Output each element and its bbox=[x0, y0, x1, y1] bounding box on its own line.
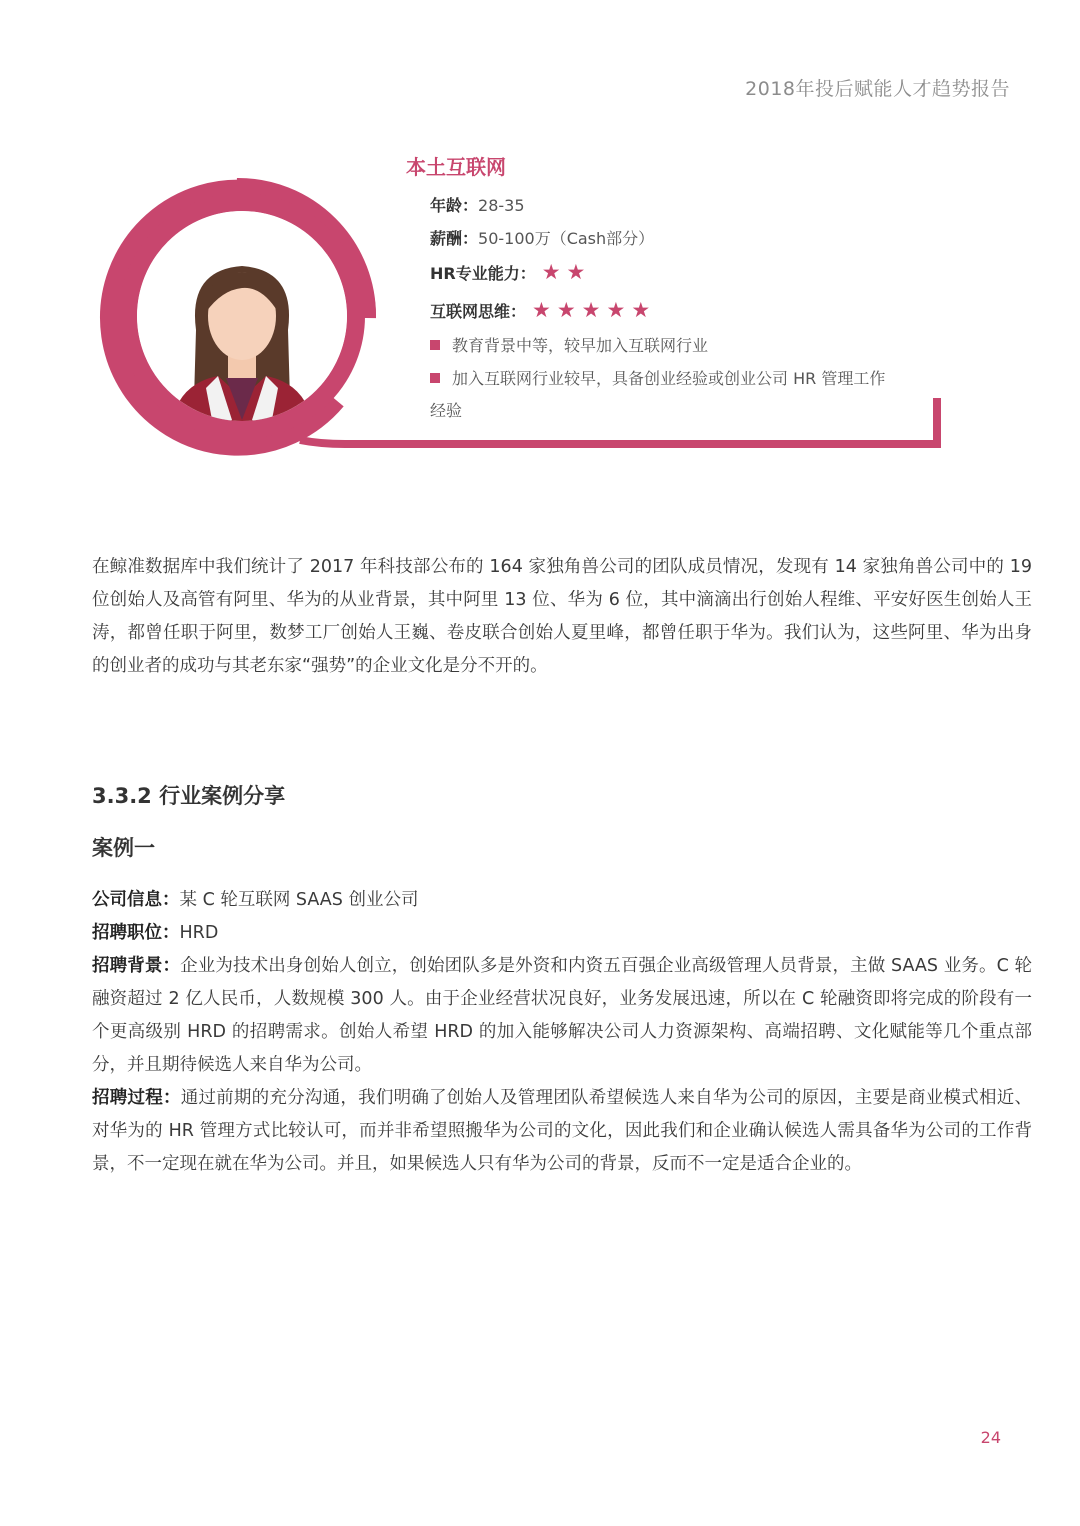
position-label: 招聘职位： bbox=[92, 923, 180, 943]
internet-thinking-stars bbox=[532, 298, 656, 322]
star-icon: ★ bbox=[541, 260, 567, 284]
star-icon: ★ bbox=[581, 298, 607, 322]
process-label: 招聘过程： bbox=[92, 1088, 181, 1108]
process-value: 通过前期的充分沟通，我们明确了创始人及管理团队希望候选人来自华为公司的原因，主要是商业模式相近、对华为的 HR 管理方式比较认可，而并非希望照搬华为公司的文化，因此我们和企业确认候选人需具备华为公司的工作背景，不一定现在就在华为公司。并且，如果候选人只有华为公司的背景，反而不一定是适合企业的。 bbox=[92, 1088, 1032, 1174]
profile-bullet bbox=[430, 363, 890, 427]
bullet-square-icon bbox=[430, 340, 440, 350]
section-heading: 3.3.2 行业案例分享 bbox=[92, 784, 286, 808]
bullet-square-icon bbox=[430, 373, 440, 383]
age-value: 28-35 bbox=[478, 196, 525, 215]
case-process bbox=[92, 1082, 1032, 1181]
hr-skill-stars bbox=[542, 260, 592, 284]
star-icon: ★ bbox=[532, 298, 557, 322]
intro-paragraph: 在鲸准数据库中我们统计了 2017 年科技部公布的 164 家独角兽公司的团队成员情况，发现有 14 家独角兽公司中的 19 位创始人及高管有阿里、华为的从业背景，其中阿里 13 位、华为 6 位，其中滴滴出行创始人程维、平安好医生创始人王涛，都曾任职于阿里，数梦工厂创始人王巍、卷皮联合创始人夏里峰，都曾任职于华为。我们认为，这些阿里、华为出身的创业者的成功与其老东家“强势”的企业文化是分不开的。 bbox=[92, 557, 1032, 676]
case-details bbox=[92, 884, 1032, 1181]
profile-internet-thinking bbox=[430, 298, 656, 322]
case-background bbox=[92, 950, 1032, 1082]
star-icon: ★ bbox=[631, 298, 657, 322]
star-icon: ★ bbox=[566, 260, 592, 284]
background-value: 企业为技术出身创始人创立，创始团队多是外资和内资五百强企业高级管理人员背景，主做 SAAS 业务。C 轮融资超过 2 亿人民币，人数规模 300 人。由于企业经营状况良好，业务发展迅速，所以在 C 轮融资即将完成的阶段有一个更高级别 HRD 的招聘需求。创始人希望 HRD 的加入能够解决公司人力资源架构、高端招聘、文化赋能等几个重点部分，并且期待候选人来自华为公司。 bbox=[92, 956, 1032, 1075]
profile-age bbox=[430, 193, 525, 216]
profile-bullet bbox=[430, 330, 900, 362]
star-icon: ★ bbox=[556, 298, 582, 322]
profile-salary bbox=[430, 226, 654, 249]
case-company bbox=[92, 884, 1032, 917]
star-icon: ★ bbox=[606, 298, 632, 322]
profile-hr-skill bbox=[430, 260, 591, 284]
hr-skill-label: HR专业能力： bbox=[430, 264, 536, 283]
case-heading: 案例一 bbox=[92, 836, 155, 860]
company-value: 某 C 轮互联网 SAAS 创业公司 bbox=[179, 890, 419, 910]
salary-label: 薪酬： bbox=[430, 229, 479, 248]
position-value: HRD bbox=[179, 923, 219, 943]
case-position bbox=[92, 917, 1032, 950]
bullet-text: 教育背景中等，较早加入互联网行业 bbox=[452, 336, 709, 355]
company-label: 公司信息： bbox=[92, 890, 180, 910]
background-label: 招聘背景： bbox=[92, 956, 181, 976]
bullet-text: 加入互联网行业较早，具备创业经验或创业公司 HR 管理工作经验 bbox=[430, 369, 886, 420]
internet-thinking-label: 互联网思维： bbox=[430, 302, 527, 321]
salary-value: 50-100万（Cash部分） bbox=[478, 229, 655, 248]
report-title: 2018年投后赋能人才趋势报告 bbox=[745, 78, 1010, 100]
age-label: 年龄： bbox=[430, 196, 479, 215]
profile-title: 本土互联网 bbox=[406, 155, 506, 179]
page-number: 24 bbox=[980, 1428, 1001, 1447]
